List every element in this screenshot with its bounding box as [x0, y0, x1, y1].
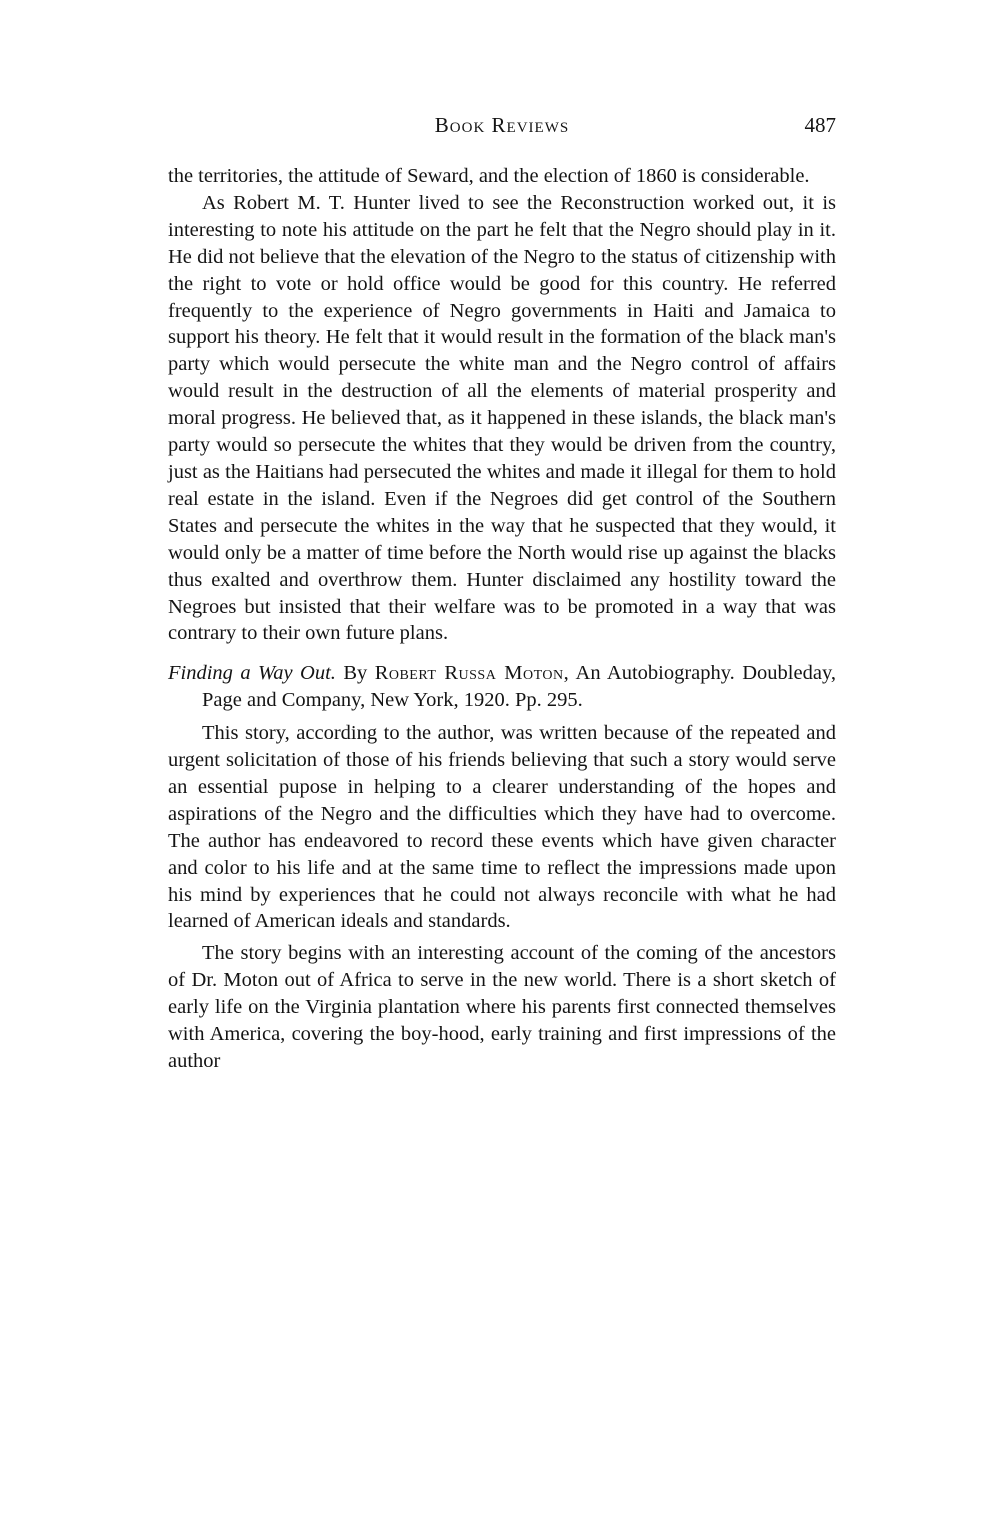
running-head — [168, 113, 836, 147]
review-paragraph: The story begins with an interesting account of the coming of the ancestors of Dr. Moton out of Africa to serve in the new world. There is a short sketch of early life on the Virginia plantation where his parents first connected themselves with America, covering the boy-hood, early training and first impressions of the author — [168, 942, 836, 1072]
continuation-paragraph: the territories, the attitude of Seward, and the election of 1860 is considerable. — [168, 165, 810, 187]
review-citation — [168, 660, 836, 714]
review-book-title: Finding a Way Out. — [168, 662, 336, 685]
review-details: An Autobiography. Doubleday, Page and Company, New York, 1920. Pp. 295. — [202, 662, 836, 712]
review-author: Robert Russa Moton, — [374, 662, 570, 685]
review-by: By — [335, 662, 375, 685]
page-number: 487 — [804, 113, 836, 137]
running-title: Book Reviews — [434, 113, 570, 137]
body-text — [168, 163, 836, 1075]
hunter-paragraph: As Robert M. T. Hunter lived to see the Reconstruction worked out, it is interesting to note his attitude on the part he felt that the Negro should play in it. He did not believe that the elevation of the Negro to the status of citizenship with the right to vote or hold office would be good for this country. He referred frequently to the experience of Negro governments in Haiti and Jamaica to support his theory. He felt that it would result in the formation of the black man's party which would persecute the white man and the Negro control of affairs would result in the destruction of all the elements of material prosperity and moral progress. He believed that, as it happened in these islands, the black man's party would so persecute the whites that they would be driven from the country, just as the Haitians had persecuted the whites and made it illegal for them to hold real estate in the island. Even if the Negroes did get control of the Southern States and persecute the whites in the way that he suspected that they would, it would only be a matter of time before the North would rise up against the blacks thus exalted and overthrow them. Hunter disclaimed any hostility toward the Negroes but insisted that their welfare was to be promoted in a way that was contrary to their own future plans. — [168, 191, 836, 645]
review-paragraph: This story, according to the author, was written because of the repeated and urgent solicitation of those of his friends believing that such a story would serve an essential pupose in helping to a clearer understanding of the hopes and aspirations of the Negro and the difficulties which they have had to overcome. The author has endeavored to record these events which have given character and color to his life and at the same time to reflect the impressions made upon his mind by experiences that he could not always reconcile with what he had learned of American ideals and standards. — [168, 722, 836, 933]
